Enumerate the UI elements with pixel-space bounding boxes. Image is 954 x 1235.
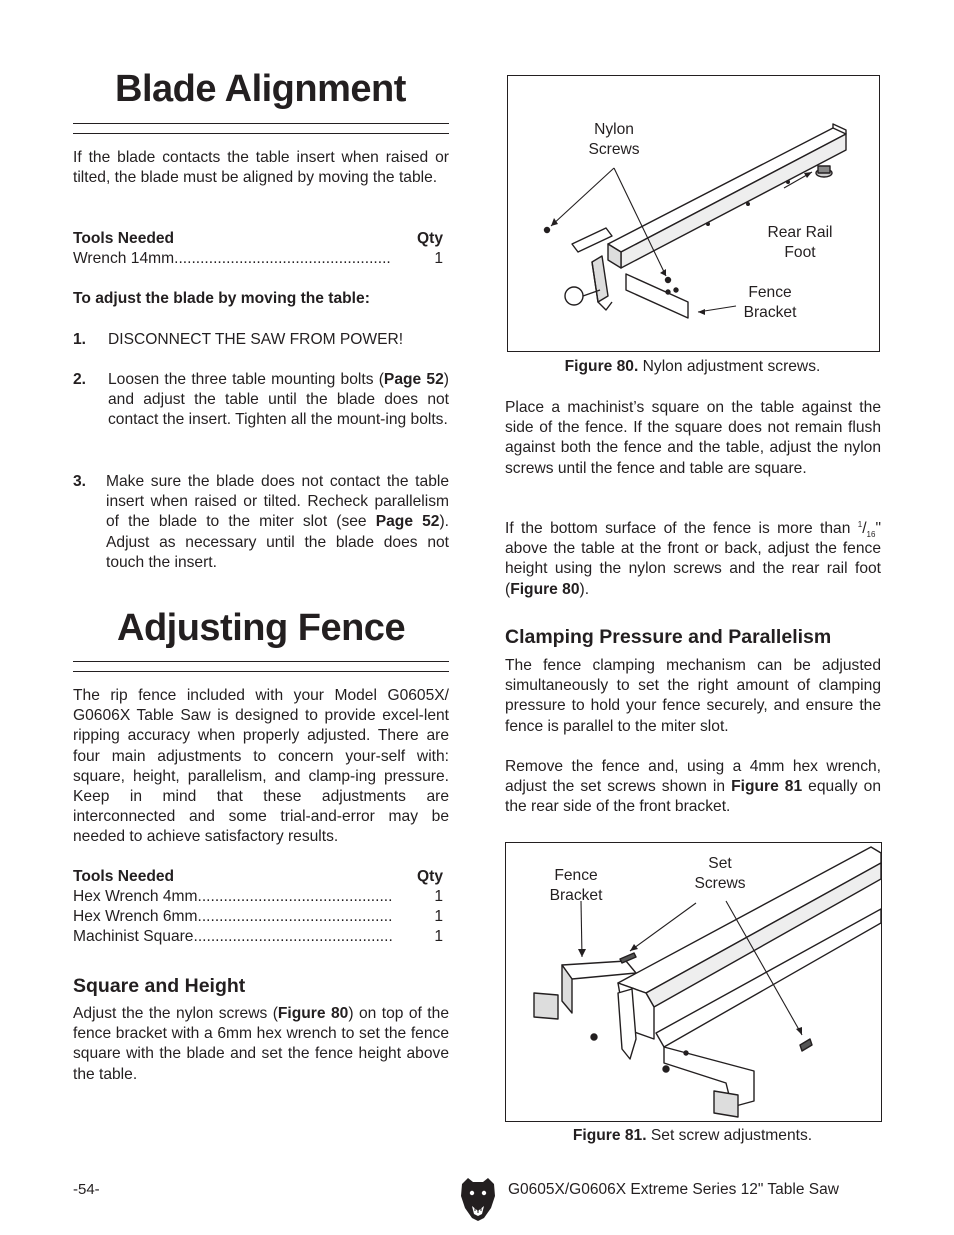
fence-assembly-illustration <box>508 76 879 351</box>
tool-qty: 1 <box>432 907 443 927</box>
adjusting-fence-title: Adjusting Fence <box>117 607 406 649</box>
figure-reference[interactable]: Figure 80 <box>277 1005 349 1022</box>
page-number: -54- <box>73 1181 100 1198</box>
tool-item <box>73 249 443 269</box>
fence-bracket-callout: Fence Bracket <box>743 284 797 321</box>
tool-name: Wrench 14mm <box>73 250 175 267</box>
step-text: Loosen the three table mounting bolts (Page 52) and adjust the table until the blade does not contact the insert. Tighten all the mount-ing bolts. <box>108 371 449 429</box>
figure-81-caption: Figure 81. Set screw adjustments. <box>572 1127 813 1144</box>
set-screws-callout: Set Screws <box>694 855 746 892</box>
fence-bracket-callout: Fence Bracket <box>549 867 603 904</box>
step-text: Make sure the blade does not contact the table insert when raised or tilted. Recheck parallelism of the blade to the miter slot (see Page 52). Adjust as necessary until the blade does not touch the insert. <box>106 473 450 571</box>
title-rule-top <box>73 123 449 124</box>
blade-alignment-title: Blade Alignment <box>115 68 406 110</box>
tool-qty: 1 <box>432 927 443 947</box>
figure-80 <box>507 75 880 352</box>
procedure-heading: To adjust the blade by moving the table: <box>73 290 370 307</box>
step-3 <box>73 472 449 576</box>
step-1 <box>73 330 449 352</box>
square-instructions: Place a machinist’s square on the table against the side of the fence. If the square does not remain flush against both the fence and the table, adjust the nylon screws until the fence and table are square. <box>505 399 881 477</box>
blade-alignment-intro: If the blade contacts the table insert when raised or tilted, the blade must be aligned by moving the table. <box>73 149 449 187</box>
step-2 <box>73 370 449 454</box>
title-rule-bottom <box>73 671 449 672</box>
page-reference[interactable]: Page 52 <box>375 513 440 531</box>
square-height-heading: Square and Height <box>73 975 246 997</box>
tools-header <box>73 229 443 249</box>
adjusting-fence-intro: The rip fence included with your Model G0605X/ G0606X Table Saw is designed to provide excel-lent ripping accuracy when properly adjusted. There are four main adjustments to concern your-self with: square, height, parallelism, and clamp-ing pressure. Keep in mind that these adjustments are interconnected and some trial-and-error may be needed to achieve satisfactory results. <box>73 687 449 846</box>
grizzly-bear-logo-icon <box>458 1176 498 1222</box>
clamping-instructions: Remove the fence and, using a 4mm hex wrench, adjust the set screws shown in Figure 81 equally on the rear side of the front bracket. <box>505 758 881 816</box>
leader-dots: ............................................. <box>197 888 393 905</box>
figure-reference[interactable]: Figure 80 <box>510 580 580 598</box>
leader-dots: .............................................. <box>193 928 393 945</box>
step-number: 3. <box>73 473 87 490</box>
clamping-heading: Clamping Pressure and Parallelism <box>505 626 832 648</box>
step-number: 1. <box>73 331 87 348</box>
footer-model-text: G0605X/G0606X Extreme Series 12" Table Saw <box>508 1181 839 1198</box>
leader-dots: .................................................. <box>174 250 391 267</box>
rear-rail-foot-callout: Rear Rail Foot <box>767 224 833 261</box>
title-rule-bottom <box>73 133 449 134</box>
tools-header <box>73 867 443 887</box>
qty-label: Qty <box>415 867 443 887</box>
figure-81 <box>505 842 882 1122</box>
figure-reference[interactable]: Figure 81 <box>731 778 803 796</box>
tool-qty: 1 <box>432 887 443 907</box>
step-number: 2. <box>73 371 87 388</box>
tool-item <box>73 887 443 907</box>
height-instructions: If the bottom surface of the fence is more than $^1/_{16}$" above the table at the front or back, adjust the fence height using the nylon screws and the rear rail foot (Figure 80). <box>505 519 881 598</box>
figure-80-caption: Figure 80. Nylon adjustment screws. <box>564 358 821 375</box>
tool-item <box>73 907 443 927</box>
tools-needed-label: Tools Needed <box>73 868 175 885</box>
tools-needed-label: Tools Needed <box>73 230 175 247</box>
square-height-text: Adjust the the nylon screws (Figure 80) on top of the fence bracket with a 6mm hex wrench to set the fence square with the blade and set the fence height above the table. <box>73 1005 449 1083</box>
tool-qty: 1 <box>432 249 443 269</box>
qty-label: Qty <box>415 229 443 249</box>
tool-name: Hex Wrench 4mm <box>73 888 198 905</box>
tool-item <box>73 927 443 947</box>
tool-name: Machinist Square <box>73 928 194 945</box>
title-rule-top <box>73 661 449 662</box>
step-text: DISCONNECT THE SAW FROM POWER! <box>108 331 404 348</box>
clamping-intro: The fence clamping mechanism can be adjusted simultaneously to set the right amount of clamping pressure to hold your fence securely, and ensure the fence is parallel to the miter slot. <box>505 657 881 735</box>
page-reference[interactable]: Page 52 <box>383 371 444 388</box>
tool-name: Hex Wrench 6mm <box>73 908 198 925</box>
leader-dots: ............................................. <box>197 908 393 925</box>
nylon-screws-callout: Nylon Screws <box>588 121 640 158</box>
